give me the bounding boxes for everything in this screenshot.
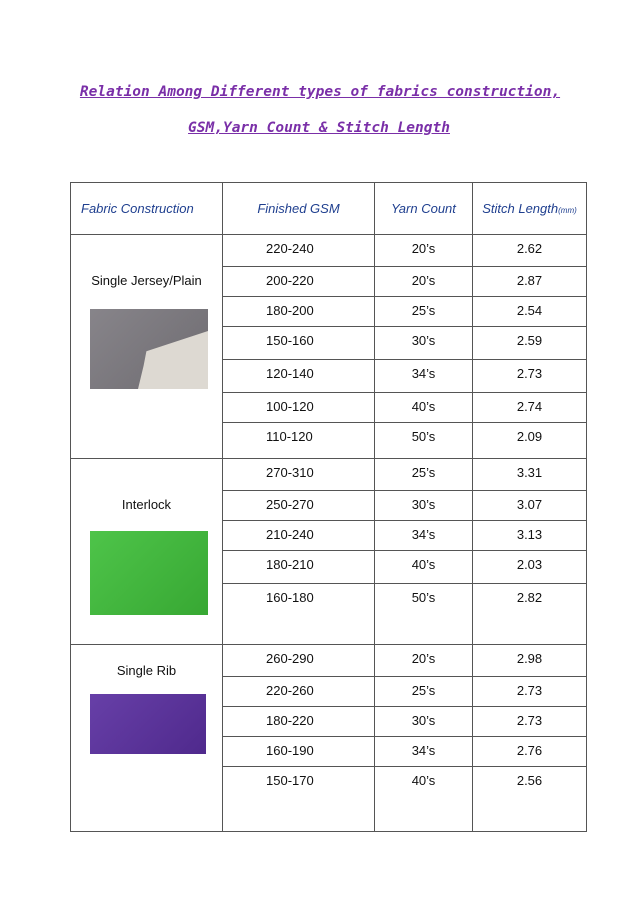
yarn-cell: 30’s [375,707,473,737]
gsm-cell: 180-220 [223,707,375,737]
stitch-cell: 2.82 [473,584,587,645]
fabric-swatch-image [90,309,208,389]
yarn-cell: 30’s [375,327,473,360]
gsm-cell: 180-210 [223,551,375,584]
gsm-cell: 160-190 [223,737,375,767]
stitch-cell: 2.87 [473,267,587,297]
yarn-cell: 20’s [375,267,473,297]
gsm-cell: 200-220 [223,267,375,297]
page-subtitle: GSM,Yarn Count & Stitch Length [188,120,450,136]
fabric-swatch-image [90,694,206,754]
gsm-cell: 120-140 [223,360,375,393]
fabric-swatch-image [90,531,208,615]
yarn-cell: 34’s [375,360,473,393]
gsm-cell: 180-200 [223,297,375,327]
fabric-construction-cell [71,459,223,645]
yarn-cell: 25’s [375,677,473,707]
header-yarn-count: Yarn Count [375,183,473,235]
yarn-cell: 50’s [375,584,473,645]
gsm-cell: 110-120 [223,423,375,459]
stitch-cell: 2.59 [473,327,587,360]
stitch-cell: 2.98 [473,645,587,677]
yarn-cell: 25’s [375,297,473,327]
gsm-cell: 220-260 [223,677,375,707]
yarn-cell: 30’s [375,491,473,521]
gsm-cell: 260-290 [223,645,375,677]
stitch-cell: 2.03 [473,551,587,584]
header-fabric-construction: Fabric Construction [71,183,223,235]
gsm-cell: 210-240 [223,521,375,551]
stitch-cell: 3.07 [473,491,587,521]
stitch-cell: 2.09 [473,423,587,459]
yarn-cell: 34’s [375,737,473,767]
yarn-cell: 40’s [375,393,473,423]
fabric-construction-cell [71,235,223,459]
yarn-cell: 40’s [375,767,473,832]
gsm-cell: 250-270 [223,491,375,521]
fabric-construction-cell [71,645,223,832]
gsm-cell: 150-160 [223,327,375,360]
stitch-cell: 3.31 [473,459,587,491]
gsm-cell: 100-120 [223,393,375,423]
stitch-cell: 2.56 [473,767,587,832]
header-row [71,183,587,235]
yarn-cell: 50’s [375,423,473,459]
gsm-cell: 220-240 [223,235,375,267]
page-title: Relation Among Different types of fabrics construction, [79,84,561,100]
stitch-cell: 2.73 [473,707,587,737]
stitch-cell: 2.74 [473,393,587,423]
stitch-cell: 3.13 [473,521,587,551]
header-finished-gsm: Finished GSM [223,183,375,235]
stitch-cell: 2.62 [473,235,587,267]
gsm-cell: 160-180 [223,584,375,645]
table-row [71,459,587,491]
fabric-name: Single Jersey/Plain [91,273,202,288]
table-row [71,645,587,677]
stitch-cell: 2.73 [473,360,587,393]
yarn-cell: 25’s [375,459,473,491]
yarn-cell: 40’s [375,551,473,584]
fabric-name: Interlock [121,497,172,512]
gsm-cell: 150-170 [223,767,375,832]
stitch-cell: 2.54 [473,297,587,327]
fabric-fold [138,331,208,389]
stitch-cell: 2.76 [473,737,587,767]
fabric-name: Single Rib [116,663,177,678]
yarn-cell: 20’s [375,645,473,677]
yarn-cell: 34’s [375,521,473,551]
fabric-table [70,182,587,832]
stitch-cell: 2.73 [473,677,587,707]
header-stitch-length: Stitch Length(mm) [473,183,587,235]
table-row [71,235,587,267]
gsm-cell: 270-310 [223,459,375,491]
yarn-cell: 20’s [375,235,473,267]
